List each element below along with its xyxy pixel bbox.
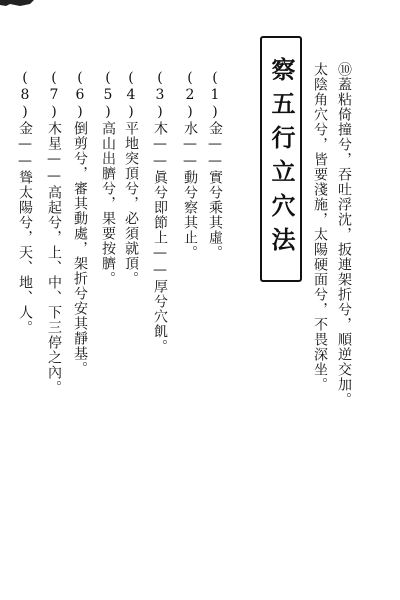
list-item-6: (6)倒剪兮，審其動處，架折兮安其靜基。 — [72, 70, 88, 376]
title-frame — [260, 36, 302, 282]
list-item-2: (2)水——動兮察其止。 — [182, 70, 198, 260]
list-item-1: (1)金——實兮乘其虛。 — [207, 70, 223, 260]
paragraph-line-2: 太陰角穴兮，皆要淺施，太陽硬面兮，不畏深坐。 — [312, 62, 328, 392]
list-item-3: (3)木——眞兮即節上——厚兮穴飢。 — [152, 70, 168, 354]
paragraph-line-1: ⑩蓋粘倚撞兮，吞吐浮沈，扳連架折兮，順逆交加。 — [336, 62, 352, 407]
page-title: 察五行立穴法 — [267, 57, 296, 261]
list-item-4: (4)平地突頂兮，必須就頂。 — [123, 70, 139, 286]
list-item-5: (5)高山出臍兮，果要按臍。 — [100, 70, 116, 286]
list-item-7: (7)木星——高起兮，上、中、下三停之內。 — [46, 70, 62, 395]
page-corner-ornament — [0, 0, 34, 8]
list-item-8: (8)金——聳太陽兮，天、地、人。 — [17, 70, 33, 335]
